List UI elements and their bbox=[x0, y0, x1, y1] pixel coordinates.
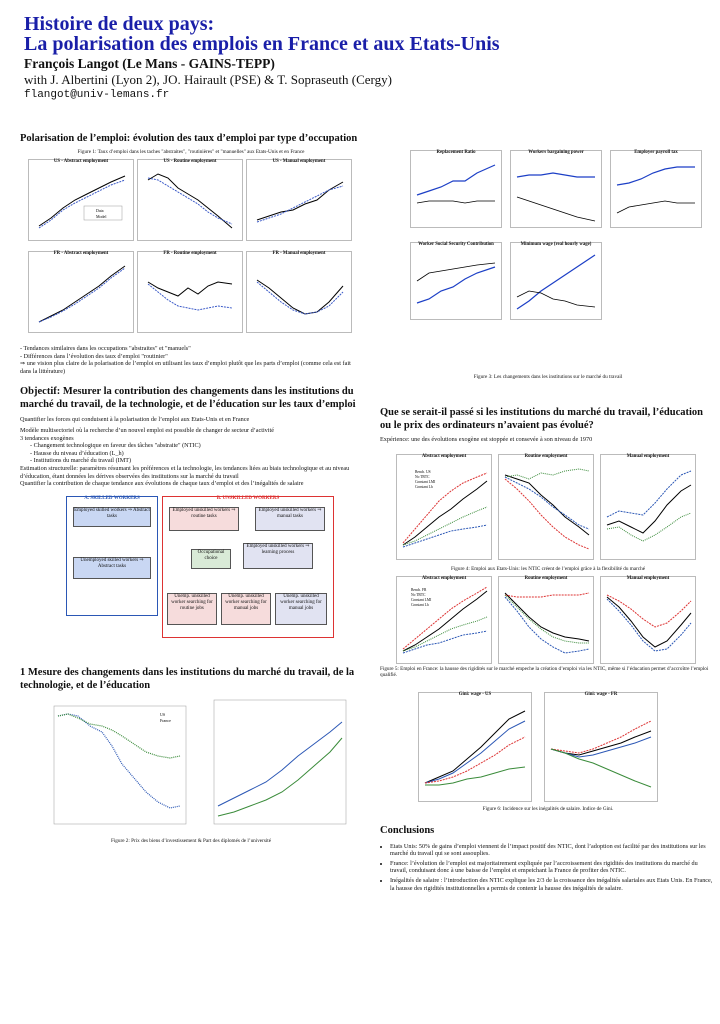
diagram-unemp-manual-2: Unemp. unskilled worker searching for manual jobs bbox=[275, 593, 327, 625]
fig1-legend-model: Model bbox=[96, 214, 107, 219]
section-title-objectif: Objectif: Mesurer la contribution des changements dans les institutions du marché du travail, de la technologie, et de l’éducation sur les taux d’emploi bbox=[20, 386, 356, 411]
figure-2-caption: Figure 2: Prix des biens d’investissement & Part des diplomés de l’université bbox=[110, 837, 272, 844]
fig3-bargaining-chart bbox=[511, 151, 601, 227]
diagram-learning-process: Employed unskilled workers ⇒ learning process bbox=[243, 543, 313, 569]
section-4-intro: Expérience: une des évolutions exogène est stoppée et consevée à son niveau de 1970 bbox=[380, 436, 593, 443]
fig2-prices-chart bbox=[50, 702, 190, 830]
section-2-intro: Quantifier les forces qui conduisent à la polarisation de l’emploi aux Etats-Unis et en France bbox=[20, 416, 250, 424]
fig4-panel-manual: Manual employment bbox=[600, 454, 696, 560]
fig3-panel-ssc: Worker Social Security Contribution bbox=[410, 242, 502, 320]
diagram-label-skilled: A. SKILLED WORKERS bbox=[84, 495, 140, 501]
figure-6 bbox=[380, 692, 716, 806]
fig2-legend-us: US bbox=[160, 711, 166, 717]
fig1-fr-abstract-chart bbox=[29, 252, 133, 332]
figure-5-caption: Figure 5: Emploi en France: la hausse des rigidités sur le marché empeche la création d’emploi via les NTIC, même si l’éducation permet d’accroître l’emploi qualifié. bbox=[380, 665, 709, 678]
fig3-replacement-chart bbox=[411, 151, 501, 227]
right-column bbox=[380, 150, 716, 894]
fig5-legend-lmi: Constant LMI bbox=[411, 597, 432, 602]
figure-3-caption: Figure 3: Les changements dans les institutions sur le marché du travail bbox=[473, 374, 623, 380]
fig1-us-abstract-chart bbox=[29, 160, 133, 240]
figure-4 bbox=[380, 454, 716, 566]
section-title-conclusions: Conclusions bbox=[380, 824, 435, 836]
fig3-payroll-chart bbox=[611, 151, 701, 227]
fig1-us-routine-chart bbox=[138, 160, 242, 240]
fig6-us-chart bbox=[419, 693, 531, 801]
diagram-occupational-choice: Occupational choice bbox=[191, 549, 231, 569]
fig6-fr-chart bbox=[545, 693, 657, 801]
fig1-panel-us-abstract: US - Abstract employment Data Model bbox=[28, 159, 134, 241]
section-title-what-if: Que se serait-il passé si les institutions du marché du travail, l’éducation ou le prix des ordinateurs n’avaient pas évolué? bbox=[380, 407, 703, 431]
fig4-abstract-chart bbox=[397, 455, 491, 559]
diagram-unemp-manual-1: Unemp. unskilled worker searching for manual jobs bbox=[221, 593, 271, 625]
fig2-graduates-chart bbox=[210, 696, 350, 830]
figure-3 bbox=[380, 150, 716, 384]
fig4-legend-notbtc: No TBTC bbox=[415, 474, 430, 479]
diagram-employed-routine: Employed unskilled workers ⇒ routine tasks bbox=[169, 507, 239, 531]
fig3-panel-replacement: Replacement Ratio bbox=[410, 150, 502, 228]
fig3-panel-minwage: Minimum wage (real hourly wage) bbox=[510, 242, 602, 320]
fig5-panel-routine: Routine employment bbox=[498, 576, 594, 664]
fig5-legend-notbtc: No TBTC bbox=[411, 592, 426, 597]
conclusion-item: • Etats Unis: 50% de gains d’emploi viennent de l’impact positif des NTIC, dont l’adoption est facilité par des institutions sur les marché du travail qui se sont assouplies. bbox=[390, 843, 716, 858]
fig3-panel-bargaining: Workers bargaining power bbox=[510, 150, 602, 228]
figure-4-caption: Figure 4: Emploi aux Etats-Unis: les NTIC créent de l’emploi grâce à la flexibilité du marché bbox=[450, 565, 646, 572]
fig5-panel-manual: Manual employment bbox=[600, 576, 696, 664]
author: François Langot (Le Mans - GAINS-TEPP) bbox=[24, 56, 275, 71]
fig1-legend-data: Data bbox=[96, 208, 104, 213]
fig4-legend-bench: Bench. US bbox=[415, 469, 431, 474]
fig5-abstract-chart bbox=[397, 577, 491, 663]
section-1-bullets: - Tendances similaires dans les occupations "abstraites" et "manuels" - Différences dans l’évolution des taux d’emploi "routinier" ⇒ une vision plus claire de la polarisation de l’emploi en utilisant les taux d’emploi plutôt que les parts d’emploi (comme cela est fait dans la littérature) bbox=[20, 345, 351, 375]
diagram-unskilled-frame bbox=[162, 496, 334, 638]
fig2-panel-graduates bbox=[210, 696, 350, 830]
fig3-panel-payroll: Employer payroll tax bbox=[610, 150, 702, 228]
conclusion-item: • France: l’évolution de l’emploi est majoritairement expliquée par l’accroissement des rigidités des institutions du marché du travail, conduisant donc à une baisse de l’emploi et empeichant la France de profiter des NTIC. bbox=[390, 860, 716, 875]
diagram-unemployed-skilled: Unemployed skilled workers ⇒ Abstract tasks bbox=[73, 557, 151, 579]
fig5-legend-bench: Bench. FR bbox=[411, 587, 427, 592]
conclusion-item: • Inégalités de salaire : l’introduction des NTIC explique les 2/3 de la croissance des inégalités salariales aux Etats Unis. En France, la hausse des rigidités institutionnelles a permis de contenir la hausse des inégalités de salaire. bbox=[390, 877, 716, 892]
fig1-panel-fr-routine: FR - Routine employment bbox=[137, 251, 243, 333]
figure-6-caption: Figure 6: Incidence sur les inégalités de salaire. Indice de Gini. bbox=[482, 805, 614, 812]
fig3-minwage-chart bbox=[511, 243, 601, 319]
fig4-panel-routine: Routine employment bbox=[498, 454, 594, 560]
poster-header bbox=[24, 14, 704, 103]
section-2-list: Modèle multisectoriel où la recherche d’un nouvel emploi est possible de changer de secteur d’activité 3 tendances exogènes - Changement technologique en faveur des tâches "abstraite" (NTIC) - Hausse du niveau d’éducation (L_h) - Institutions du marché du travail (IMT) Estimation structurelle: paramètres résumant les préférences et la technologie, les tendances liées au biais technologique et au niveau d’éducation, étant données les dérives observées des institutions sur la marché du travail Quantifier la contribution de chaque tendance aux évolutions de chaque taux d’emploi et des l’inégalités de salaire bbox=[20, 426, 350, 488]
fig6-panel-us: Gini: wage - US bbox=[418, 692, 532, 802]
diagram-employed-manual: Employed unskilled workers ⇒ manual tasks bbox=[255, 507, 325, 531]
figure-5 bbox=[380, 576, 716, 666]
diagram-skilled-frame bbox=[66, 496, 158, 616]
diagram-employed-skilled: Employed skilled workers ⇒ Abstract tasks bbox=[73, 507, 151, 527]
fig1-us-manual-chart bbox=[247, 160, 351, 240]
fig6-panel-fr: Gini: wage - FR bbox=[544, 692, 658, 802]
left-column bbox=[20, 132, 362, 844]
figure-1 bbox=[20, 159, 362, 337]
section-title-polarisation: Polarisation de l’emploi: évolution des taux d’emploi par type d’occupation bbox=[20, 133, 358, 144]
fig1-panel-us-manual: US - Manual employment bbox=[246, 159, 352, 241]
fig5-routine-chart bbox=[499, 577, 593, 663]
email: flangot@univ-lemans.fr bbox=[24, 89, 170, 101]
title-line-2: La polarisation des emplois en France et aux Etats-Unis bbox=[24, 33, 500, 55]
fig4-panel-abstract: Abstract employment Bench. US No TBTC Constant LMI Constant Lh bbox=[396, 454, 492, 560]
model-diagram bbox=[20, 496, 362, 636]
figure-2 bbox=[20, 702, 362, 836]
fig1-fr-manual-chart bbox=[247, 252, 351, 332]
fig4-legend-lmi: Constant LMI bbox=[415, 479, 436, 484]
section-title-mesure: 1 Mesure des changements dans les institutions du marché du travail, de la technologie, et de l’éducation bbox=[20, 666, 355, 691]
fig5-panel-abstract: Abstract employment Bench. FR No TBTC Constant LMI Constant Lh bbox=[396, 576, 492, 664]
fig5-manual-chart bbox=[601, 577, 695, 663]
title-line-1: Histoire de deux pays: bbox=[24, 13, 215, 35]
figure-1-caption: Figure 1: Taux d’emploi dans les taches "abstraites", "routinières" et "manuelles" aux Etats-Unis et en France bbox=[77, 149, 305, 155]
fig1-panel-us-routine: US - Routine employment bbox=[137, 159, 243, 241]
fig4-routine-chart bbox=[499, 455, 593, 559]
fig4-legend-lh: Constant Lh bbox=[415, 484, 433, 489]
fig2-panel-prices bbox=[50, 702, 190, 830]
fig1-panel-fr-manual: FR - Manual employment bbox=[246, 251, 352, 333]
fig5-legend-lh: Constant Lh bbox=[411, 602, 429, 607]
fig1-fr-routine-chart bbox=[138, 252, 242, 332]
fig1-panel-fr-abstract: FR - Abstract employment bbox=[28, 251, 134, 333]
diagram-unemp-routine: Unemp. unskilled worker searching for routine jobs bbox=[167, 593, 217, 625]
diagram-label-unskilled: B. UNSKILLED WORKERS bbox=[216, 495, 280, 501]
fig2-legend-france: France bbox=[160, 717, 171, 723]
coauthors: with J. Albertini (Lyon 2), JO. Hairault (PSE) & T. Sopraseuth (Cergy) bbox=[24, 72, 392, 87]
fig3-ssc-chart bbox=[411, 243, 501, 319]
fig4-manual-chart bbox=[601, 455, 695, 559]
conclusions-list bbox=[380, 843, 716, 893]
